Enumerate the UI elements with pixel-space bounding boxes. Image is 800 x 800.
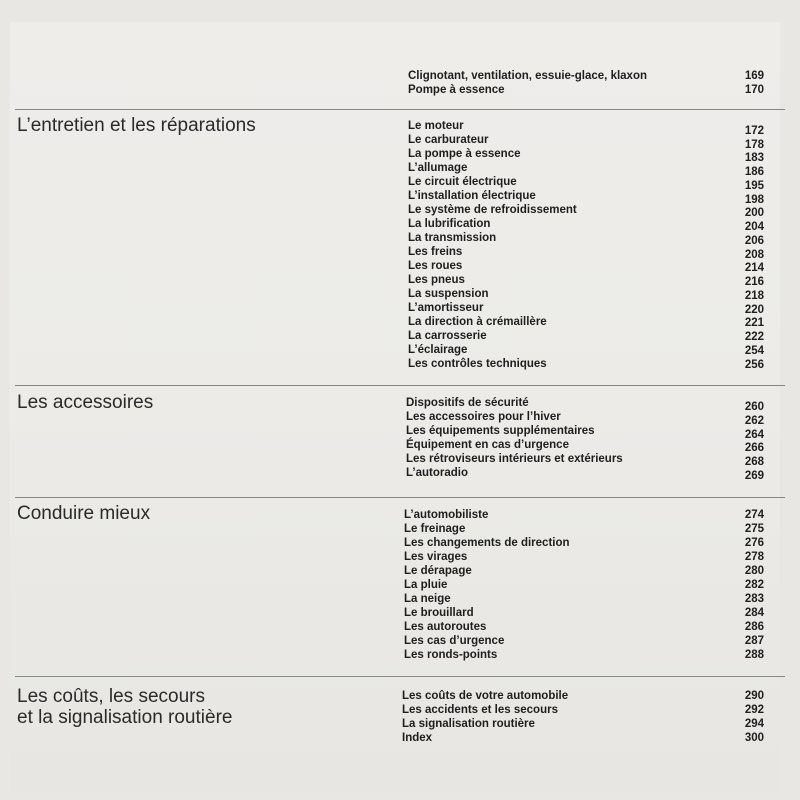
section-title-entretien [17,115,256,136]
toc-entry-label: Les ronds-points [404,649,498,661]
toc-entry-label: La pompe à essence [408,148,521,160]
toc-entry [404,649,764,663]
toc-entry-label: Le carburateur [408,134,489,146]
section-title-line: Les coûts, les secours [17,686,205,707]
toc-entry-page: 183 [744,152,764,164]
toc-entries-couts [402,690,764,746]
section-title-line: Les accessoires [17,392,154,413]
toc-entry-label: Les accessoires pour l’hiver [406,411,561,423]
toc-entry-page: 220 [744,304,764,316]
toc-entry-label: L’automobiliste [404,509,489,521]
toc-entry-label: Les virages [404,551,468,563]
toc-entry-page: 200 [744,207,764,219]
toc-entry [408,162,764,176]
toc-entry-page: 206 [744,235,764,247]
toc-entry [404,621,764,635]
toc-entry [406,411,764,425]
toc-entry-label: Dispositifs de sécurité [406,397,529,409]
toc-entry-page: 283 [744,593,764,605]
toc-entry-label: Les cas d’urgence [404,635,505,647]
toc-entry [408,302,764,316]
toc-entry-label: L’amortisseur [408,302,484,314]
toc-entry [408,344,764,358]
toc-entry [408,330,764,344]
toc-entry-page: 214 [744,262,764,274]
toc-entry-label: Les accidents et les secours [402,704,558,716]
toc-entry-label: Le circuit électrique [408,176,517,188]
toc-entry [404,551,764,565]
toc-entry-page: 170 [744,84,764,96]
toc-entry-label: La direction à crémaillère [408,316,547,328]
toc-entry-label: Les coûts de votre automobile [402,690,569,702]
toc-entry-label: Équipement en cas d’urgence [406,439,569,451]
toc-entry [404,607,764,621]
toc-entries-conduire [404,509,764,663]
toc-entry-page: 222 [744,331,764,343]
toc-entry [408,246,764,260]
toc-entry [408,274,764,288]
toc-entry [408,204,764,218]
toc-entry [408,134,764,151]
toc-entry-label: Les équipements supplémentaires [406,425,595,437]
toc-entry-page: 287 [744,635,764,647]
toc-entry-label: Les roues [408,260,463,272]
section-divider [15,385,785,386]
toc-entry-page: 290 [744,690,764,702]
section-title-accessoires [17,392,153,413]
toc-entry [402,732,764,746]
toc-entry-page: 292 [744,704,764,716]
toc-entry [408,148,764,162]
toc-entry-page: 198 [744,194,764,206]
toc-entry-label: Le dérapage [404,565,472,577]
toc-entry-label: L’allumage [408,162,468,174]
section-title-line: L’entretien et les réparations [17,115,256,136]
toc-entry-label: L’autoradio [406,467,468,479]
toc-entry [404,523,764,537]
toc-entry-page: 276 [744,537,764,549]
toc-entry [408,190,764,204]
toc-entry-page: 294 [744,718,764,730]
toc-entry [408,84,764,98]
toc-entries-entretien [408,120,764,372]
toc-entry-page: 264 [744,429,764,441]
section-title-line: et la signalisation routière [17,707,233,728]
section-title-line: Conduire mieux [17,503,151,524]
toc-entry-label: La pluie [404,579,448,591]
toc-entry-page: 169 [744,70,764,82]
section-divider [15,109,785,110]
toc-entry-page: 288 [744,649,764,661]
toc-entry-page: 282 [744,579,764,591]
toc-entry-page: 275 [744,523,764,535]
toc-entry [402,718,764,732]
toc-entry-page: 280 [744,565,764,577]
toc-entry-page: 221 [744,317,764,329]
toc-entry-page: 286 [744,621,764,633]
toc-entry-label: Le freinage [404,523,466,535]
toc-entry-page: 172 [744,125,764,137]
toc-entry-page: 284 [744,607,764,619]
toc-entry-label: Le moteur [408,120,464,132]
toc-entry [408,120,764,137]
toc-entry [408,288,764,302]
toc-entry [406,453,764,467]
toc-entry-page: 262 [744,415,764,427]
toc-entry [404,537,764,551]
section-divider [15,676,785,677]
toc-entry [402,690,764,704]
toc-entry-label: La suspension [408,288,489,300]
toc-entry-page: 260 [744,401,764,413]
toc-entry-label: Les pneus [408,274,465,286]
toc-entry [408,232,764,246]
toc-entry-label: Les rétroviseurs intérieurs et extérieurs [406,453,623,465]
toc-entry-page: 254 [744,345,764,357]
toc-entry-label: La lubrification [408,218,491,230]
toc-entries-continued [408,70,764,98]
toc-entry-page: 218 [744,290,764,302]
toc-entry-page: 300 [744,732,764,744]
toc-entry-label: Les changements de direction [404,537,570,549]
toc-entry-page: 268 [744,456,764,468]
toc-entry-page: 195 [744,180,764,192]
toc-entry [406,397,764,411]
toc-entry-page: 256 [744,359,764,371]
toc-entry [408,70,764,84]
toc-entry-label: Index [402,732,433,744]
section-divider [15,497,785,498]
toc-entry [404,579,764,593]
toc-entry [406,425,764,439]
toc-entry-page: 269 [744,470,764,482]
toc-entry-page: 266 [744,442,764,454]
toc-entry-page: 186 [744,166,764,178]
toc-entry [402,704,764,718]
toc-entry-label: La signalisation routière [402,718,535,730]
toc-entry [404,565,764,579]
toc-entry-page: 216 [744,276,764,288]
toc-entry-label: L’éclairage [408,344,468,356]
toc-entry-label: Pompe à essence [408,84,505,96]
toc-entry-label: Les autoroutes [404,621,487,633]
toc-entry [404,593,764,607]
toc-entries-accessoires [406,397,764,481]
section-title-couts [17,686,232,728]
toc-entry-page: 204 [744,221,764,233]
toc-entry-page: 208 [744,249,764,261]
toc-entry [408,316,764,330]
toc-entry [406,467,764,481]
toc-entry-label: Le brouillard [404,607,474,619]
toc-entry [408,358,764,372]
toc-entry-label: La neige [404,593,451,605]
toc-entry-label: Les contrôles techniques [408,358,547,370]
section-title-conduire [17,503,150,524]
toc-entry [408,176,764,190]
toc-entry [406,439,764,453]
toc-entry-label: L’installation électrique [408,190,536,202]
toc-entry [404,635,764,649]
toc-entry [408,260,764,274]
toc-entry-page: 274 [744,509,764,521]
toc-entry-label: Clignotant, ventilation, essuie-glace, klaxon [408,70,647,82]
toc-entry-page: 178 [744,139,764,151]
toc-entry [408,218,764,232]
toc-entry-page: 278 [744,551,764,563]
toc-entry-label: Le système de refroidissement [408,204,577,216]
toc-entry-label: Les freins [408,246,463,258]
toc-entry-label: La carrosserie [408,330,487,342]
toc-entry-label: La transmission [408,232,497,244]
toc-entry [404,509,764,523]
